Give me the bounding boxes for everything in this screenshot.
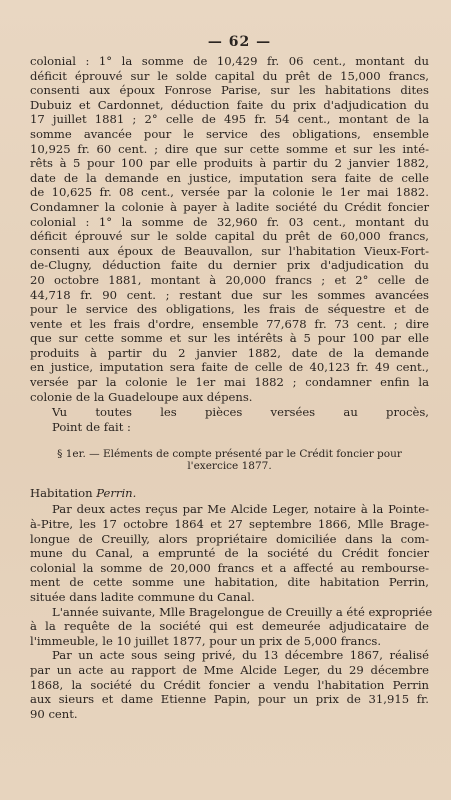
paragraph-conclusions <box>30 54 429 404</box>
text-line: mune du Canal, a emprunté de la société du Crédit foncier <box>30 546 429 561</box>
text-line: 44,718 fr. 90 cent. ; restant due sur les sommes avancées <box>30 287 429 302</box>
page-number: — 62 — <box>207 34 272 50</box>
text-line: colonial la somme de 20,000 francs et a affecté au rembourse- <box>30 560 429 575</box>
text-line: 90 cent. <box>30 706 78 721</box>
text-line: longue de Creuilly, alors propriétaire domiciliée dans la com- <box>30 531 429 546</box>
text-line: vente et les frais d'ordre, ensemble 77,678 fr. 73 cent. ; dire <box>30 316 429 331</box>
text-line: de 10,625 fr. 08 cent., versée par la colonie le 1er mai 1882. <box>30 185 429 200</box>
subhead-prefix: Habitation <box>30 486 93 501</box>
text-line: en justice, imputation sera faite de celle de 40,123 fr. 49 cent., <box>30 360 429 375</box>
text-line: que sur cette somme et sur les intérêts à 5 pour 100 par elle <box>30 331 429 346</box>
text-line: versée par la colonie le 1er mai 1882 ; condamner enfin la <box>30 375 429 390</box>
text-line: somme avancée pour le service des obligations, ensemble <box>30 126 429 141</box>
paragraph-actes <box>30 502 429 604</box>
paragraph-point-de-fait <box>30 405 429 434</box>
text-line: L'année suivante, Mlle Bragelongue de Creuilly a été expropriée <box>52 604 433 619</box>
text-line: ment de cette somme une habitation, dite habitation Perrin, <box>30 575 429 590</box>
text-line: Point de fait : <box>52 419 131 434</box>
text-line: 17 juillet 1881 ; 2° celle de 495 fr. 54 cent., montant de la <box>30 112 429 127</box>
text-line: déficit éprouvé sur le solde capital du prêt de 60,000 francs, <box>30 229 429 244</box>
text-line: par un acte au rapport de Mme Alcide Leger, du 29 décembre <box>30 662 429 677</box>
subhead-habitation <box>30 486 429 500</box>
text-line: déficit éprouvé sur le solde capital du prêt de 15,000 francs, <box>30 68 429 83</box>
text-line: § 1er. — Eléments de compte présenté par le Crédit foncier pour <box>57 448 402 461</box>
text-line: aux sieurs et dame Etienne Papin, pour un prix de 31,915 fr. <box>30 692 429 707</box>
subhead-name: Perrin. <box>96 486 137 501</box>
text-line: de-Clugny, déduction faite du dernier prix d'adjudication du <box>30 258 429 273</box>
text-line: produits à partir du 2 janvier 1882, date de la demande <box>30 345 429 360</box>
text-line: située dans ladite commune du Canal. <box>30 590 255 604</box>
text-line: date de la demande en justice, imputation sera faite de celle <box>30 170 429 185</box>
paragraph-annee-suivante <box>30 604 433 649</box>
section-title <box>30 448 429 472</box>
text-line: pour le service des obligations, les frais de séquestre et de <box>30 302 429 317</box>
text-line: Par un acte sous seing privé, du 13 décembre 1867, réalisé <box>52 648 429 663</box>
text-line: à-Pitre, les 17 octobre 1864 et 27 septembre 1866, Mlle Brage- <box>30 517 429 532</box>
text-line: Vu toutes les pièces versées au procès, <box>52 405 429 420</box>
text-line: colonie de la Guadeloupe aux dépens. <box>30 389 253 404</box>
text-line: consenti aux époux Fonrose Parise, sur les habitations dites <box>30 83 429 98</box>
text-line: à la requête de la société qui est demeurée adjudicataire de <box>30 619 429 634</box>
text-line: Dubuiz et Cardonnet, déduction faite du prix d'adjudication du <box>30 97 429 112</box>
paragraph-acte-sous-seing <box>30 648 429 721</box>
text-line: consenti aux époux de Beauvallon, sur l'habitation Vieux-Fort- <box>30 243 429 258</box>
text-line: l'exercice 1877. <box>187 460 272 473</box>
text-line: 20 octobre 1881, montant à 20,000 francs ; et 2° celle de <box>30 272 429 287</box>
text-line: Condamner la colonie à payer à ladite société du Crédit foncier <box>30 199 429 214</box>
text-line: rêts à 5 pour 100 par elle produits à partir du 2 janvier 1882, <box>30 156 429 171</box>
text-line: 10,925 fr. 60 cent. ; dire que sur cette somme et sur les inté- <box>30 141 429 156</box>
text-line: colonial : 1° la somme de 32,960 fr. 03 cent., montant du <box>30 214 429 229</box>
text-line: colonial : 1° la somme de 10,429 fr. 06 cent., montant du <box>30 54 429 68</box>
text-line: 1868, la société du Crédit foncier a vendu l'habitation Perrin <box>30 677 429 692</box>
text-line: l'immeuble, le 10 juillet 1877, pour un prix de 5,000 francs. <box>30 633 382 648</box>
text-line: Par deux actes reçus par Me Alcide Leger, notaire à la Pointe- <box>52 502 429 517</box>
